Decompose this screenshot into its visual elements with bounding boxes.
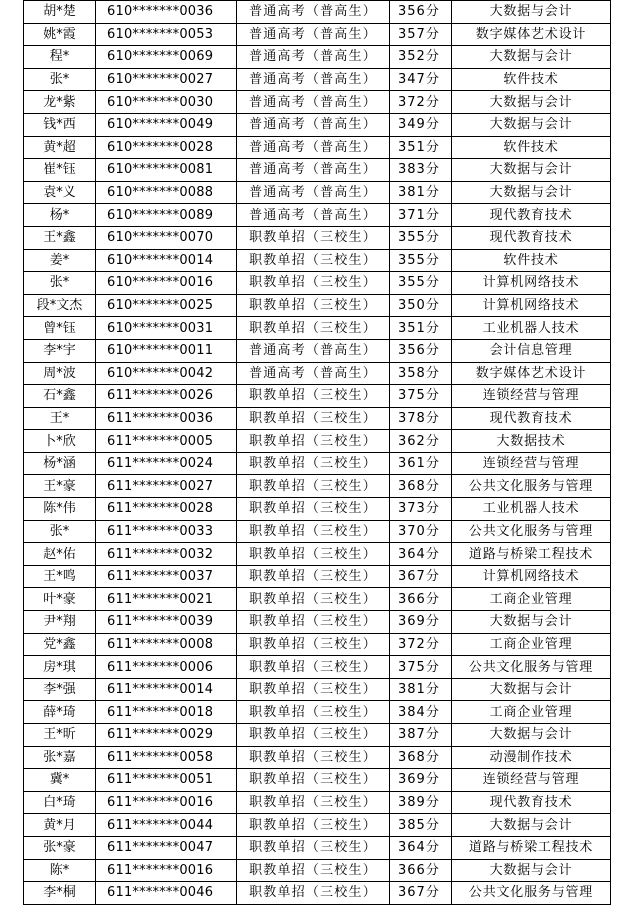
score-cell: 383分 bbox=[390, 159, 452, 182]
student-name-cell: 袁*义 bbox=[24, 181, 96, 204]
id-number-cell: 611*******0016 bbox=[96, 791, 237, 814]
major-cell: 大数据与会计 bbox=[452, 181, 611, 204]
score-cell: 366分 bbox=[390, 588, 452, 611]
major-cell: 公共文化服务与管理 bbox=[452, 475, 611, 498]
major-cell: 道路与桥梁工程技术 bbox=[452, 836, 611, 859]
id-number-cell: 611*******0006 bbox=[96, 656, 237, 679]
table-row bbox=[24, 565, 611, 588]
student-name-cell: 王*鑫 bbox=[24, 226, 96, 249]
table-body bbox=[24, 1, 611, 905]
id-number-cell: 611*******0028 bbox=[96, 498, 237, 521]
table-row bbox=[24, 791, 611, 814]
major-cell: 公共文化服务与管理 bbox=[452, 882, 611, 905]
admission-list-table bbox=[23, 0, 611, 905]
major-cell: 计算机网络技术 bbox=[452, 565, 611, 588]
admission-type-cell: 职教单招（三校生） bbox=[237, 317, 390, 340]
major-cell: 大数据与会计 bbox=[452, 678, 611, 701]
major-cell: 连锁经营与管理 bbox=[452, 769, 611, 792]
student-name-cell: 龙*紫 bbox=[24, 91, 96, 114]
table-row bbox=[24, 588, 611, 611]
table-row bbox=[24, 498, 611, 521]
score-cell: 381分 bbox=[390, 181, 452, 204]
score-cell: 389分 bbox=[390, 791, 452, 814]
id-number-cell: 611*******0026 bbox=[96, 385, 237, 408]
student-name-cell: 李*桐 bbox=[24, 882, 96, 905]
admission-type-cell: 职教单招（三校生） bbox=[237, 385, 390, 408]
admission-type-cell: 普通高考（普高生） bbox=[237, 68, 390, 91]
student-name-cell: 王*豪 bbox=[24, 475, 96, 498]
admission-type-cell: 职教单招（三校生） bbox=[237, 475, 390, 498]
admission-type-cell: 普通高考（普高生） bbox=[237, 91, 390, 114]
admission-type-cell: 普通高考（普高生） bbox=[237, 362, 390, 385]
id-number-cell: 611*******0039 bbox=[96, 611, 237, 634]
table-row bbox=[24, 859, 611, 882]
major-cell: 大数据与会计 bbox=[452, 1, 611, 24]
admission-type-cell: 职教单招（三校生） bbox=[237, 791, 390, 814]
major-cell: 大数据与会计 bbox=[452, 91, 611, 114]
score-cell: 375分 bbox=[390, 656, 452, 679]
student-name-cell: 张* bbox=[24, 68, 96, 91]
id-number-cell: 611*******0044 bbox=[96, 814, 237, 837]
score-cell: 375分 bbox=[390, 385, 452, 408]
admission-type-cell: 职教单招（三校生） bbox=[237, 814, 390, 837]
id-number-cell: 610*******0027 bbox=[96, 68, 237, 91]
score-cell: 355分 bbox=[390, 272, 452, 295]
table-row bbox=[24, 430, 611, 453]
student-name-cell: 李*宇 bbox=[24, 339, 96, 362]
admission-type-cell: 职教单招（三校生） bbox=[237, 836, 390, 859]
id-number-cell: 611*******0008 bbox=[96, 633, 237, 656]
id-number-cell: 611*******0058 bbox=[96, 746, 237, 769]
id-number-cell: 610*******0028 bbox=[96, 136, 237, 159]
major-cell: 大数据与会计 bbox=[452, 611, 611, 634]
student-name-cell: 段*文杰 bbox=[24, 294, 96, 317]
student-name-cell: 曾*钰 bbox=[24, 317, 96, 340]
score-cell: 357分 bbox=[390, 23, 452, 46]
id-number-cell: 611*******0005 bbox=[96, 430, 237, 453]
table-row bbox=[24, 1, 611, 24]
score-cell: 381分 bbox=[390, 678, 452, 701]
id-number-cell: 611*******0033 bbox=[96, 520, 237, 543]
id-number-cell: 610*******0016 bbox=[96, 272, 237, 295]
student-name-cell: 白*琦 bbox=[24, 791, 96, 814]
student-name-cell: 钱*西 bbox=[24, 113, 96, 136]
id-number-cell: 610*******0053 bbox=[96, 23, 237, 46]
student-name-cell: 姚*霞 bbox=[24, 23, 96, 46]
score-cell: 356分 bbox=[390, 1, 452, 24]
admission-type-cell: 普通高考（普高生） bbox=[237, 159, 390, 182]
score-cell: 385分 bbox=[390, 814, 452, 837]
major-cell: 工商企业管理 bbox=[452, 701, 611, 724]
table-row bbox=[24, 678, 611, 701]
id-number-cell: 611*******0036 bbox=[96, 407, 237, 430]
major-cell: 连锁经营与管理 bbox=[452, 452, 611, 475]
table-row bbox=[24, 385, 611, 408]
id-number-cell: 611*******0016 bbox=[96, 859, 237, 882]
score-cell: 352分 bbox=[390, 46, 452, 69]
admission-type-cell: 职教单招（三校生） bbox=[237, 249, 390, 272]
id-number-cell: 611*******0018 bbox=[96, 701, 237, 724]
admission-type-cell: 职教单招（三校生） bbox=[237, 611, 390, 634]
table-row bbox=[24, 317, 611, 340]
table-row bbox=[24, 701, 611, 724]
score-cell: 347分 bbox=[390, 68, 452, 91]
major-cell: 软件技术 bbox=[452, 68, 611, 91]
major-cell: 现代教育技术 bbox=[452, 791, 611, 814]
major-cell: 会计信息管理 bbox=[452, 339, 611, 362]
score-cell: 349分 bbox=[390, 113, 452, 136]
score-cell: 367分 bbox=[390, 882, 452, 905]
student-name-cell: 卜*欣 bbox=[24, 430, 96, 453]
id-number-cell: 611*******0046 bbox=[96, 882, 237, 905]
major-cell: 计算机网络技术 bbox=[452, 272, 611, 295]
major-cell: 连锁经营与管理 bbox=[452, 385, 611, 408]
table-row bbox=[24, 452, 611, 475]
major-cell: 大数据与会计 bbox=[452, 859, 611, 882]
major-cell: 大数据与会计 bbox=[452, 46, 611, 69]
table-row bbox=[24, 611, 611, 634]
id-number-cell: 610*******0049 bbox=[96, 113, 237, 136]
id-number-cell: 611*******0051 bbox=[96, 769, 237, 792]
table-row bbox=[24, 656, 611, 679]
id-number-cell: 611*******0029 bbox=[96, 724, 237, 747]
major-cell: 软件技术 bbox=[452, 136, 611, 159]
table-row bbox=[24, 633, 611, 656]
major-cell: 大数据与会计 bbox=[452, 159, 611, 182]
admission-type-cell: 职教单招（三校生） bbox=[237, 588, 390, 611]
id-number-cell: 610*******0069 bbox=[96, 46, 237, 69]
id-number-cell: 611*******0021 bbox=[96, 588, 237, 611]
admission-type-cell: 职教单招（三校生） bbox=[237, 769, 390, 792]
table-row bbox=[24, 769, 611, 792]
admission-type-cell: 普通高考（普高生） bbox=[237, 136, 390, 159]
id-number-cell: 611*******0037 bbox=[96, 565, 237, 588]
admission-type-cell: 普通高考（普高生） bbox=[237, 23, 390, 46]
table-row bbox=[24, 724, 611, 747]
id-number-cell: 611*******0024 bbox=[96, 452, 237, 475]
score-cell: 356分 bbox=[390, 339, 452, 362]
id-number-cell: 610*******0014 bbox=[96, 249, 237, 272]
admission-type-cell: 普通高考（普高生） bbox=[237, 46, 390, 69]
admission-type-cell: 职教单招（三校生） bbox=[237, 678, 390, 701]
student-name-cell: 张*嘉 bbox=[24, 746, 96, 769]
major-cell: 工商企业管理 bbox=[452, 633, 611, 656]
id-number-cell: 610*******0030 bbox=[96, 91, 237, 114]
table-row bbox=[24, 113, 611, 136]
student-name-cell: 房*琪 bbox=[24, 656, 96, 679]
score-cell: 362分 bbox=[390, 430, 452, 453]
id-number-cell: 610*******0088 bbox=[96, 181, 237, 204]
admission-type-cell: 职教单招（三校生） bbox=[237, 633, 390, 656]
student-name-cell: 姜* bbox=[24, 249, 96, 272]
admission-type-cell: 职教单招（三校生） bbox=[237, 430, 390, 453]
student-name-cell: 冀* bbox=[24, 769, 96, 792]
table-row bbox=[24, 181, 611, 204]
major-cell: 公共文化服务与管理 bbox=[452, 520, 611, 543]
table-row bbox=[24, 362, 611, 385]
id-number-cell: 610*******0081 bbox=[96, 159, 237, 182]
table-row bbox=[24, 407, 611, 430]
admission-type-cell: 职教单招（三校生） bbox=[237, 882, 390, 905]
admission-type-cell: 职教单招（三校生） bbox=[237, 656, 390, 679]
score-cell: 355分 bbox=[390, 226, 452, 249]
admission-type-cell: 职教单招（三校生） bbox=[237, 520, 390, 543]
student-name-cell: 杨* bbox=[24, 204, 96, 227]
student-name-cell: 周*波 bbox=[24, 362, 96, 385]
score-cell: 378分 bbox=[390, 407, 452, 430]
table-row bbox=[24, 204, 611, 227]
major-cell: 工业机器人技术 bbox=[452, 317, 611, 340]
admission-type-cell: 职教单招（三校生） bbox=[237, 724, 390, 747]
student-name-cell: 胡*楚 bbox=[24, 1, 96, 24]
score-cell: 366分 bbox=[390, 859, 452, 882]
admission-type-cell: 职教单招（三校生） bbox=[237, 859, 390, 882]
score-cell: 387分 bbox=[390, 724, 452, 747]
score-cell: 361分 bbox=[390, 452, 452, 475]
major-cell: 公共文化服务与管理 bbox=[452, 656, 611, 679]
student-name-cell: 张*豪 bbox=[24, 836, 96, 859]
admission-type-cell: 职教单招（三校生） bbox=[237, 407, 390, 430]
admission-type-cell: 职教单招（三校生） bbox=[237, 565, 390, 588]
major-cell: 大数据与会计 bbox=[452, 113, 611, 136]
major-cell: 计算机网络技术 bbox=[452, 294, 611, 317]
id-number-cell: 611*******0047 bbox=[96, 836, 237, 859]
major-cell: 数字媒体艺术设计 bbox=[452, 362, 611, 385]
admission-type-cell: 职教单招（三校生） bbox=[237, 498, 390, 521]
id-number-cell: 610*******0011 bbox=[96, 339, 237, 362]
id-number-cell: 610*******0070 bbox=[96, 226, 237, 249]
admission-type-cell: 普通高考（普高生） bbox=[237, 113, 390, 136]
table-row bbox=[24, 882, 611, 905]
major-cell: 软件技术 bbox=[452, 249, 611, 272]
student-name-cell: 王* bbox=[24, 407, 96, 430]
student-name-cell: 杨*涵 bbox=[24, 452, 96, 475]
table-row bbox=[24, 159, 611, 182]
score-cell: 351分 bbox=[390, 317, 452, 340]
student-name-cell: 薛*琦 bbox=[24, 701, 96, 724]
score-cell: 384分 bbox=[390, 701, 452, 724]
id-number-cell: 610*******0031 bbox=[96, 317, 237, 340]
major-cell: 大数据技术 bbox=[452, 430, 611, 453]
table-row bbox=[24, 294, 611, 317]
student-name-cell: 张* bbox=[24, 520, 96, 543]
id-number-cell: 610*******0025 bbox=[96, 294, 237, 317]
table-row bbox=[24, 746, 611, 769]
admission-type-cell: 职教单招（三校生） bbox=[237, 294, 390, 317]
admission-type-cell: 普通高考（普高生） bbox=[237, 204, 390, 227]
student-name-cell: 石*鑫 bbox=[24, 385, 96, 408]
table-row bbox=[24, 91, 611, 114]
major-cell: 大数据与会计 bbox=[452, 814, 611, 837]
student-name-cell: 尹*翔 bbox=[24, 611, 96, 634]
score-cell: 372分 bbox=[390, 633, 452, 656]
table-row bbox=[24, 814, 611, 837]
score-cell: 358分 bbox=[390, 362, 452, 385]
id-number-cell: 610*******0036 bbox=[96, 1, 237, 24]
table-row bbox=[24, 226, 611, 249]
score-cell: 355分 bbox=[390, 249, 452, 272]
score-cell: 364分 bbox=[390, 543, 452, 566]
score-cell: 368分 bbox=[390, 475, 452, 498]
id-number-cell: 610*******0089 bbox=[96, 204, 237, 227]
score-cell: 351分 bbox=[390, 136, 452, 159]
admission-type-cell: 职教单招（三校生） bbox=[237, 452, 390, 475]
table-row bbox=[24, 836, 611, 859]
id-number-cell: 611*******0032 bbox=[96, 543, 237, 566]
major-cell: 现代教育技术 bbox=[452, 226, 611, 249]
id-number-cell: 611*******0027 bbox=[96, 475, 237, 498]
score-cell: 370分 bbox=[390, 520, 452, 543]
score-cell: 364分 bbox=[390, 836, 452, 859]
admission-type-cell: 职教单招（三校生） bbox=[237, 701, 390, 724]
id-number-cell: 610*******0042 bbox=[96, 362, 237, 385]
student-name-cell: 叶*豪 bbox=[24, 588, 96, 611]
score-cell: 350分 bbox=[390, 294, 452, 317]
student-name-cell: 程* bbox=[24, 46, 96, 69]
student-name-cell: 王*昕 bbox=[24, 724, 96, 747]
admission-type-cell: 职教单招（三校生） bbox=[237, 272, 390, 295]
major-cell: 工业机器人技术 bbox=[452, 498, 611, 521]
major-cell: 现代教育技术 bbox=[452, 407, 611, 430]
major-cell: 工商企业管理 bbox=[452, 588, 611, 611]
table-row bbox=[24, 68, 611, 91]
student-name-cell: 李*强 bbox=[24, 678, 96, 701]
student-name-cell: 陈*伟 bbox=[24, 498, 96, 521]
student-name-cell: 崔*钰 bbox=[24, 159, 96, 182]
table-row bbox=[24, 543, 611, 566]
score-cell: 369分 bbox=[390, 769, 452, 792]
score-cell: 369分 bbox=[390, 611, 452, 634]
id-number-cell: 611*******0014 bbox=[96, 678, 237, 701]
student-name-cell: 张* bbox=[24, 272, 96, 295]
admission-type-cell: 普通高考（普高生） bbox=[237, 1, 390, 24]
score-cell: 368分 bbox=[390, 746, 452, 769]
table-row bbox=[24, 249, 611, 272]
score-cell: 371分 bbox=[390, 204, 452, 227]
student-name-cell: 黄*超 bbox=[24, 136, 96, 159]
student-name-cell: 党*鑫 bbox=[24, 633, 96, 656]
table-row bbox=[24, 46, 611, 69]
table-row bbox=[24, 520, 611, 543]
table-row bbox=[24, 339, 611, 362]
table-row bbox=[24, 272, 611, 295]
admission-type-cell: 普通高考（普高生） bbox=[237, 339, 390, 362]
major-cell: 动漫制作技术 bbox=[452, 746, 611, 769]
student-name-cell: 陈* bbox=[24, 859, 96, 882]
major-cell: 道路与桥梁工程技术 bbox=[452, 543, 611, 566]
major-cell: 数字媒体艺术设计 bbox=[452, 23, 611, 46]
admission-type-cell: 普通高考（普高生） bbox=[237, 181, 390, 204]
major-cell: 现代教育技术 bbox=[452, 204, 611, 227]
admission-type-cell: 职教单招（三校生） bbox=[237, 543, 390, 566]
table-row bbox=[24, 23, 611, 46]
student-name-cell: 赵*佑 bbox=[24, 543, 96, 566]
table-row bbox=[24, 136, 611, 159]
admission-type-cell: 职教单招（三校生） bbox=[237, 226, 390, 249]
score-cell: 372分 bbox=[390, 91, 452, 114]
student-name-cell: 王*鸣 bbox=[24, 565, 96, 588]
table-row bbox=[24, 475, 611, 498]
score-cell: 367分 bbox=[390, 565, 452, 588]
admission-type-cell: 职教单招（三校生） bbox=[237, 746, 390, 769]
major-cell: 大数据与会计 bbox=[452, 724, 611, 747]
student-name-cell: 黄*月 bbox=[24, 814, 96, 837]
score-cell: 373分 bbox=[390, 498, 452, 521]
